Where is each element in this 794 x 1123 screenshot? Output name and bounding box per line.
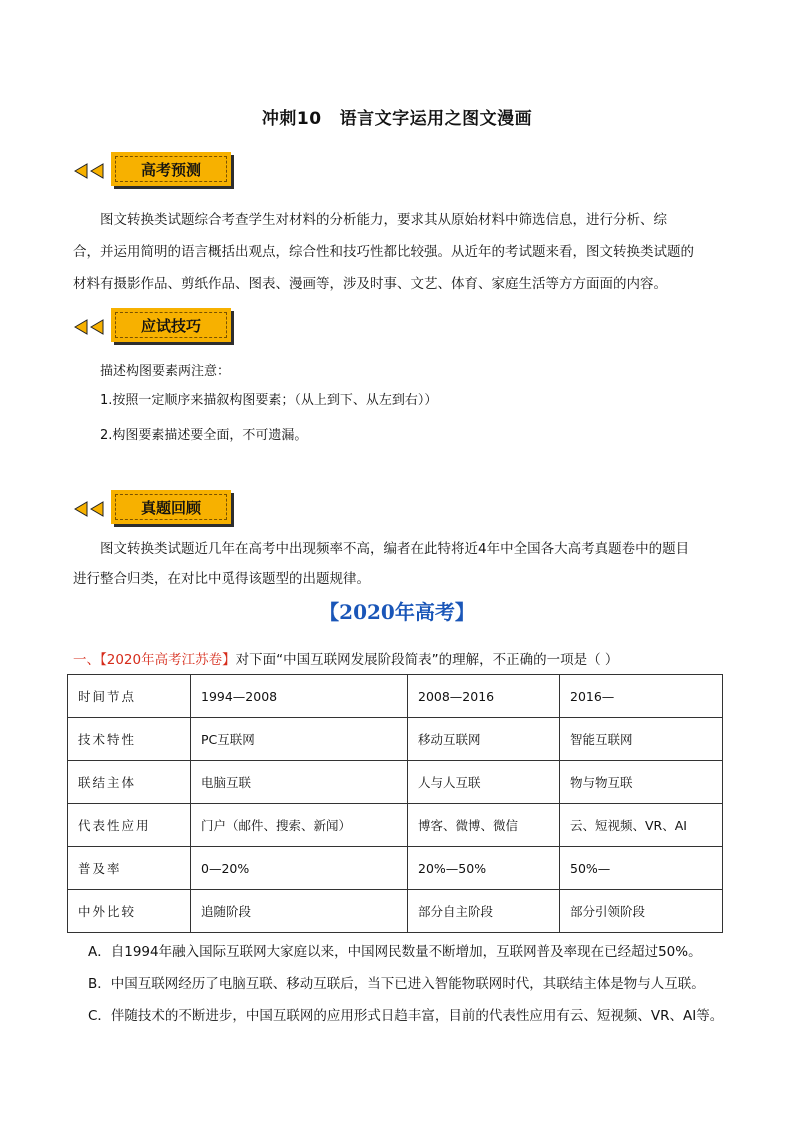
- table-cell: 博客、微博、微信: [408, 804, 560, 847]
- section-header-review: [73, 488, 273, 530]
- table-row: [68, 675, 723, 718]
- tip-item-2: 2.构图要素描述要全面，不可遗漏。: [100, 428, 308, 443]
- table-cell: 0—20%: [191, 847, 408, 890]
- option-a: A．自1994年融入国际互联网大家庭以来，中国网民数量不断增加，互联网普及率现在已经超过50%。: [88, 944, 702, 960]
- table-cell: 1994—2008: [191, 675, 408, 718]
- table-cell: 2016—: [560, 675, 723, 718]
- table-cell: 智能互联网: [560, 718, 723, 761]
- tip-intro: 描述构图要素两注意：: [100, 364, 231, 379]
- table-row: [68, 761, 723, 804]
- table-row: [68, 847, 723, 890]
- table-cell: 2008—2016: [408, 675, 560, 718]
- option-c: C．伴随技术的不断进步，中国互联网的应用形式日趋丰富，目前的代表性应用有云、短视频、VR、AI等。: [88, 1008, 724, 1024]
- table-cell: 人与人互联: [408, 761, 560, 804]
- internet-stage-table: [67, 674, 723, 933]
- double-arrow-left-icon: [73, 499, 107, 519]
- question-stem: 一、【2020年高考江苏卷】对下面“中国互联网发展阶段简表”的理解，不正确的一项是（ ）: [73, 652, 619, 668]
- page-title: 冲刺10 语言文字运用之图文漫画: [261, 109, 533, 129]
- question-source: 【2020年高考江苏卷】: [100, 652, 236, 668]
- table-cell: 追随阶段: [191, 890, 408, 933]
- section-title: 应试技巧: [115, 312, 227, 338]
- section-paragraph: 图文转换类试题综合考查学生对材料的分析能力，要求其从原始材料中筛选信息，进行分析、综: [100, 212, 667, 228]
- double-arrow-left-icon: [73, 317, 107, 337]
- table-cell: 中外比较: [68, 890, 191, 933]
- table-cell: 部分引领阶段: [560, 890, 723, 933]
- section-header-forecast: [73, 150, 273, 192]
- table-cell: 技术特性: [68, 718, 191, 761]
- section-paragraph: 图文转换类试题近几年在高考中出现频率不高，编者在此特将近4年中全国各大高考真题卷中的题目 进行整合归类，在对比中觅得该题型的出题规律。: [73, 541, 690, 587]
- section-header-tips: [73, 306, 273, 348]
- year-heading: 【2020年高考】: [319, 600, 475, 624]
- table-cell: 电脑互联: [191, 761, 408, 804]
- tip-item-1: 1.按照一定顺序来描叙构图要素；（从上到下、从左到右））: [100, 393, 438, 408]
- option-b: B．中国互联网经历了电脑互联、移动互联后，当下已进入智能物联网时代，其联结主体是物与人互联。: [88, 976, 705, 992]
- table-row: [68, 804, 723, 847]
- double-arrow-left-icon: [73, 161, 107, 181]
- table-cell: 部分自主阶段: [408, 890, 560, 933]
- table-cell: 物与物互联: [560, 761, 723, 804]
- table-row: [68, 718, 723, 761]
- section-title: 高考预测: [115, 156, 227, 182]
- section-title: 真题回顾: [115, 494, 227, 520]
- table-cell: 时间节点: [68, 675, 191, 718]
- table-cell: 普及率: [68, 847, 191, 890]
- table-cell: 20%—50%: [408, 847, 560, 890]
- table-cell: 联结主体: [68, 761, 191, 804]
- table-row: [68, 890, 723, 933]
- table-cell: 移动互联网: [408, 718, 560, 761]
- table-cell: 代表性应用: [68, 804, 191, 847]
- table-cell: 云、短视频、VR、AI: [560, 804, 723, 847]
- table-cell: PC互联网: [191, 718, 408, 761]
- table-cell: 门户（邮件、搜索、新闻）: [191, 804, 408, 847]
- table-cell: 50%—: [560, 847, 723, 890]
- section-paragraph-cont: 合，并运用简明的语言概括出观点，综合性和技巧性都比较强。从近年的考试题来看，图文转换类试题的 材料有摄影作品、剪纸作品、图表、漫画等，涉及时事、文艺、体育、家庭生活等方方面面的内容。: [73, 244, 694, 292]
